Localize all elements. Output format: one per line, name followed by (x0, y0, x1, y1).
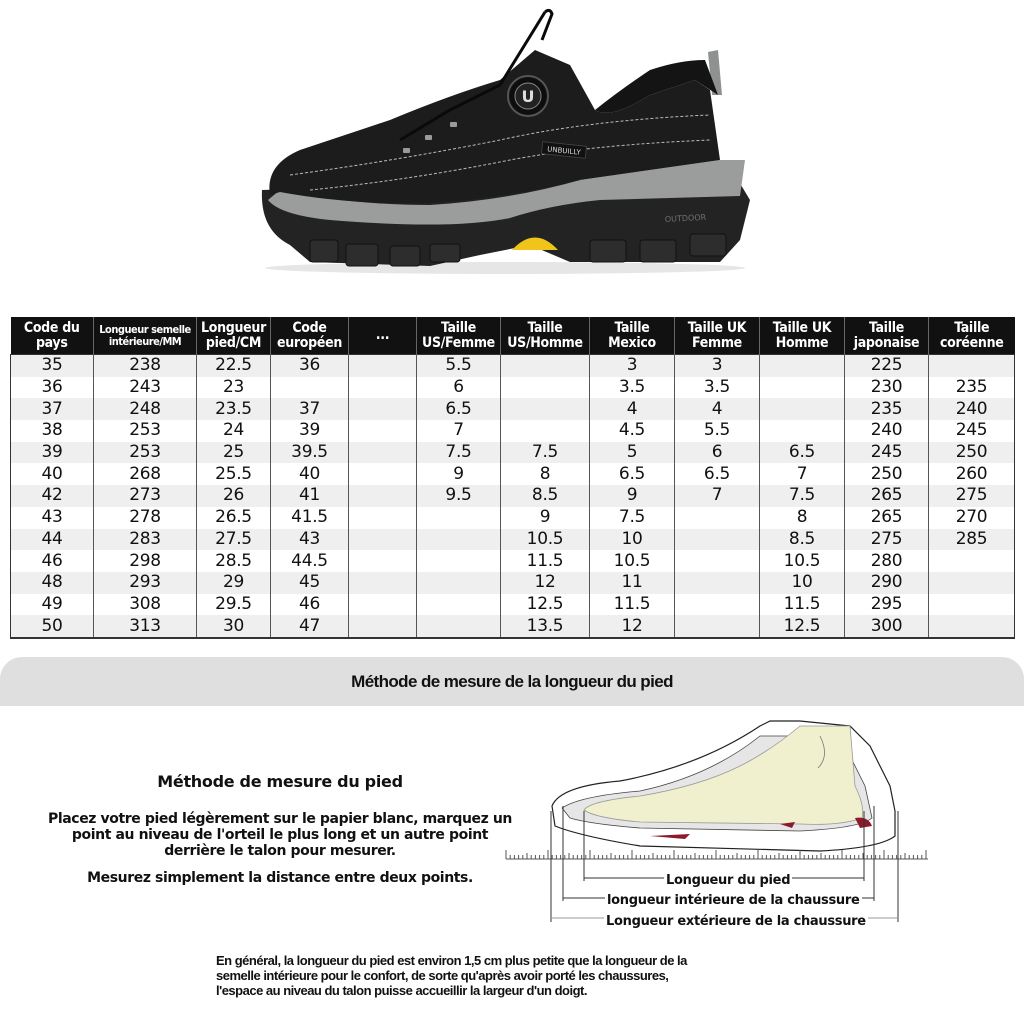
footnote-line: l'espace au niveau du talon puisse accueillir la largeur d'un doigt. (216, 983, 587, 998)
table-row (11, 377, 1015, 399)
table-cell: 38 (11, 420, 94, 442)
table-cell: 39.5 (271, 442, 349, 464)
table-cell: 45 (271, 572, 349, 594)
table-cell: 8 (760, 507, 845, 529)
table-cell: 293 (94, 572, 197, 594)
table-cell (760, 420, 845, 442)
table-cell (349, 420, 417, 442)
table-cell (417, 507, 501, 529)
table-cell: 3.5 (590, 377, 675, 399)
table-cell: 23 (197, 377, 271, 399)
table-cell: 245 (929, 420, 1015, 442)
table-cell: 35 (11, 355, 94, 377)
table-cell (349, 355, 417, 377)
table-cell: 11.5 (760, 594, 845, 616)
table-row (11, 529, 1015, 551)
footnote-line: En général, la longueur du pied est environ 1,5 cm plus petite que la longueur de la (216, 953, 687, 968)
table-cell: 235 (845, 398, 929, 420)
table-cell: 290 (845, 572, 929, 594)
table-cell (675, 529, 760, 551)
table-cell: 300 (845, 615, 929, 638)
table-cell: 5.5 (675, 420, 760, 442)
section-banner (0, 657, 1024, 706)
product-shoe-image (250, 0, 770, 290)
table-cell: 11.5 (501, 550, 590, 572)
label-inner-length: longueur intérieure de la chaussure (607, 893, 860, 908)
table-cell: 36 (11, 377, 94, 399)
table-cell: 11.5 (590, 594, 675, 616)
table-cell (349, 463, 417, 485)
table-cell: 22.5 (197, 355, 271, 377)
size-chart-table (10, 317, 1015, 639)
table-cell: 43 (11, 507, 94, 529)
table-cell: 265 (845, 507, 929, 529)
table-cell (349, 485, 417, 507)
table-cell: 6 (417, 377, 501, 399)
table-cell (349, 377, 417, 399)
table-cell (929, 572, 1015, 594)
table-cell: 260 (929, 463, 1015, 485)
brand-tag: UNBUILLY (546, 145, 581, 157)
table-cell: 253 (94, 420, 197, 442)
table-cell: 7 (760, 463, 845, 485)
table-row (11, 442, 1015, 464)
table-cell (417, 572, 501, 594)
table-cell: 5.5 (417, 355, 501, 377)
table-cell: 40 (11, 463, 94, 485)
table-cell: 295 (845, 594, 929, 616)
table-cell: 29 (197, 572, 271, 594)
table-cell: 6.5 (675, 463, 760, 485)
table-cell: 250 (929, 442, 1015, 464)
table-cell: 28.5 (197, 550, 271, 572)
table-cell: 9 (417, 463, 501, 485)
table-cell (929, 550, 1015, 572)
table-cell: 7.5 (501, 442, 590, 464)
table-cell (929, 594, 1015, 616)
table-cell: 6.5 (417, 398, 501, 420)
table-cell: 4 (590, 398, 675, 420)
table-cell: 30 (197, 615, 271, 638)
foot-measurement-diagram (500, 706, 1024, 936)
table-cell: 42 (11, 485, 94, 507)
table-cell: 8 (501, 463, 590, 485)
label-foot-length: Longueur du pied (666, 873, 791, 888)
table-cell: 280 (845, 550, 929, 572)
table-cell: 8.5 (760, 529, 845, 551)
header-ellipsis: ... (349, 317, 417, 355)
table-cell (417, 529, 501, 551)
table-cell (349, 442, 417, 464)
table-cell: 26.5 (197, 507, 271, 529)
table-cell (349, 507, 417, 529)
table-cell: 10.5 (501, 529, 590, 551)
table-cell: 265 (845, 485, 929, 507)
method-title: Méthode de mesure du pied (157, 772, 403, 791)
header-us-men: Taille US/Homme (501, 317, 590, 355)
table-cell: 240 (845, 420, 929, 442)
instruction-line: point au niveau de l'orteil le plus long et un autre point (71, 827, 489, 843)
table-cell (501, 420, 590, 442)
table-cell (349, 615, 417, 638)
method-instructions (30, 811, 530, 859)
table-cell (271, 377, 349, 399)
table-cell: 7.5 (590, 507, 675, 529)
table-cell (760, 398, 845, 420)
header-us-women: Taille US/Femme (417, 317, 501, 355)
table-cell: 10 (760, 572, 845, 594)
table-cell (675, 507, 760, 529)
table-row (11, 615, 1015, 638)
sole-text: OUTDOOR (664, 212, 707, 224)
table-cell: 270 (929, 507, 1015, 529)
header-mexico: Taille Mexico (590, 317, 675, 355)
header-uk-men: Taille UK Homme (760, 317, 845, 355)
table-cell: 27.5 (197, 529, 271, 551)
table-cell: 243 (94, 377, 197, 399)
table-cell: 238 (94, 355, 197, 377)
table-cell (675, 594, 760, 616)
method-instruction-2: Mesurez simplement la distance entre deux points. (87, 870, 473, 886)
table-cell (349, 594, 417, 616)
table-cell (349, 550, 417, 572)
table-cell: 13.5 (501, 615, 590, 638)
table-cell: 43 (271, 529, 349, 551)
label-outer-length: Longueur extérieure de la chaussure (606, 914, 866, 929)
section-title: Méthode de mesure de la longueur du pied (351, 671, 673, 691)
table-cell: 37 (11, 398, 94, 420)
table-row (11, 594, 1015, 616)
table-cell (417, 594, 501, 616)
table-cell: 9 (590, 485, 675, 507)
table-cell: 39 (271, 420, 349, 442)
table-cell (675, 615, 760, 638)
table-cell: 10 (590, 529, 675, 551)
table-cell: 46 (11, 550, 94, 572)
table-cell: 24 (197, 420, 271, 442)
table-row (11, 485, 1015, 507)
table-cell: 39 (11, 442, 94, 464)
dial-logo: U (521, 87, 535, 106)
header-country-code: Code du pays (11, 317, 94, 355)
table-cell: 44.5 (271, 550, 349, 572)
table-cell: 41.5 (271, 507, 349, 529)
table-cell: 8.5 (501, 485, 590, 507)
table-row (11, 463, 1015, 485)
table-cell: 250 (845, 463, 929, 485)
table-cell: 245 (845, 442, 929, 464)
table-cell: 12.5 (760, 615, 845, 638)
table-cell (929, 615, 1015, 638)
table-cell: 3 (590, 355, 675, 377)
table-cell: 6.5 (760, 442, 845, 464)
table-body (11, 355, 1015, 638)
instruction-line: Placez votre pied légèrement sur le papier blanc, marquez un (48, 811, 512, 827)
table-cell: 25 (197, 442, 271, 464)
table-cell: 47 (271, 615, 349, 638)
table-cell (760, 377, 845, 399)
table-cell: 4 (675, 398, 760, 420)
table-cell: 283 (94, 529, 197, 551)
table-cell: 12.5 (501, 594, 590, 616)
table-cell: 230 (845, 377, 929, 399)
table-cell (760, 355, 845, 377)
table-row (11, 572, 1015, 594)
table-cell: 225 (845, 355, 929, 377)
table-cell: 275 (929, 485, 1015, 507)
table-cell: 41 (271, 485, 349, 507)
table-cell: 40 (271, 463, 349, 485)
table-cell: 10.5 (760, 550, 845, 572)
table-cell: 23.5 (197, 398, 271, 420)
table-cell: 6 (675, 442, 760, 464)
table-cell: 298 (94, 550, 197, 572)
table-row (11, 420, 1015, 442)
header-foot-length: Longueur pied/CM (197, 317, 271, 355)
footnote-line: semelle intérieure pour le confort, de sorte qu'après avoir porté les chaussures, (216, 968, 669, 983)
table-row (11, 398, 1015, 420)
table-cell: 235 (929, 377, 1015, 399)
table-cell: 248 (94, 398, 197, 420)
table-cell (349, 398, 417, 420)
table-cell: 10.5 (590, 550, 675, 572)
table-cell: 268 (94, 463, 197, 485)
table-cell: 44 (11, 529, 94, 551)
table-row (11, 507, 1015, 529)
table-cell: 278 (94, 507, 197, 529)
table-cell: 46 (271, 594, 349, 616)
table-cell (929, 355, 1015, 377)
table-cell: 37 (271, 398, 349, 420)
header-uk-women: Taille UK Femme (675, 317, 760, 355)
table-cell (501, 355, 590, 377)
table-cell: 4.5 (590, 420, 675, 442)
table-cell: 25.5 (197, 463, 271, 485)
table-cell: 12 (501, 572, 590, 594)
table-cell: 253 (94, 442, 197, 464)
instruction-line: derrière le talon pour mesurer. (164, 843, 396, 859)
table-cell: 7 (417, 420, 501, 442)
header-eu-code: Code européen (271, 317, 349, 355)
table-cell (417, 615, 501, 638)
table-cell: 7.5 (760, 485, 845, 507)
table-header-row (11, 317, 1015, 355)
table-cell: 36 (271, 355, 349, 377)
table-cell (417, 550, 501, 572)
table-cell: 50 (11, 615, 94, 638)
table-cell: 5 (590, 442, 675, 464)
table-cell: 308 (94, 594, 197, 616)
header-japan: Taille japonaise (845, 317, 929, 355)
table-row (11, 550, 1015, 572)
table-cell: 275 (845, 529, 929, 551)
table-cell: 6.5 (590, 463, 675, 485)
table-cell (349, 529, 417, 551)
table-cell: 313 (94, 615, 197, 638)
table-cell: 7 (675, 485, 760, 507)
table-cell: 48 (11, 572, 94, 594)
table-cell: 26 (197, 485, 271, 507)
table-cell: 273 (94, 485, 197, 507)
table-cell (501, 377, 590, 399)
header-korea: Taille coréenne (929, 317, 1015, 355)
table-cell: 12 (590, 615, 675, 638)
table-cell (675, 572, 760, 594)
table-cell: 3.5 (675, 377, 760, 399)
table-cell: 49 (11, 594, 94, 616)
table-cell: 9 (501, 507, 590, 529)
table-cell: 9.5 (417, 485, 501, 507)
table-cell (675, 550, 760, 572)
table-cell: 240 (929, 398, 1015, 420)
table-cell: 3 (675, 355, 760, 377)
table-cell: 285 (929, 529, 1015, 551)
table-cell: 29.5 (197, 594, 271, 616)
table-cell (501, 398, 590, 420)
sizing-footnote (216, 953, 816, 998)
table-cell: 7.5 (417, 442, 501, 464)
table-cell: 11 (590, 572, 675, 594)
table-cell (349, 572, 417, 594)
table-row (11, 355, 1015, 377)
header-insole-length: Longueur semelle intérieure/MM (94, 317, 197, 355)
